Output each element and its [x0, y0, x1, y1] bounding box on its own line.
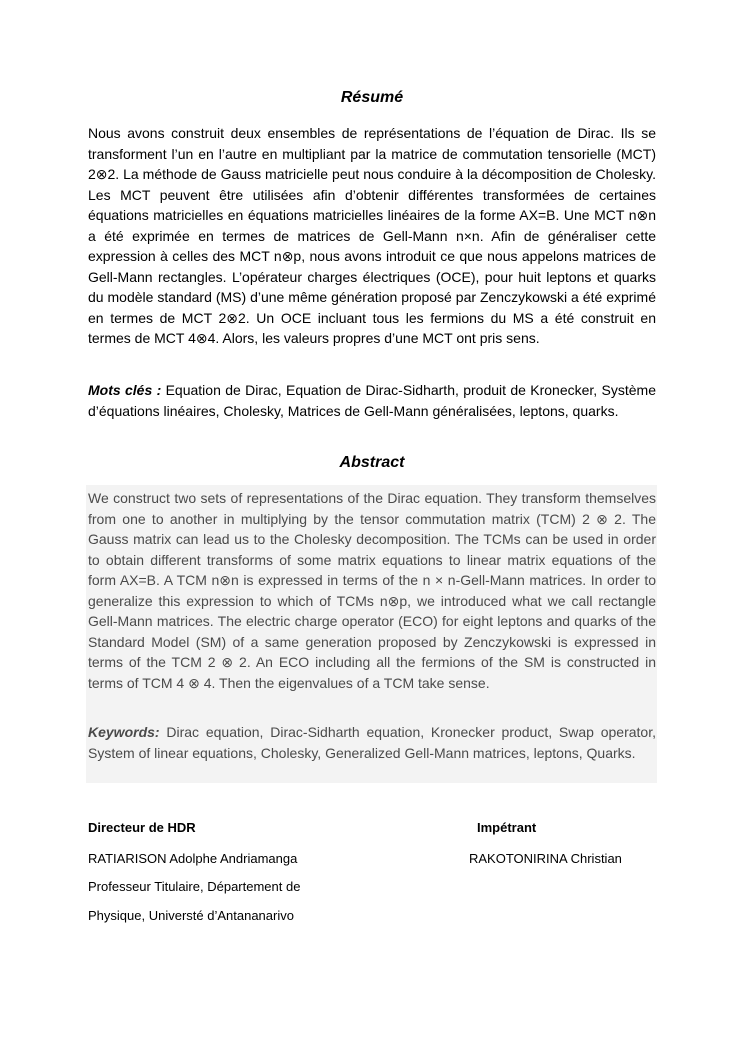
resume-keywords-label: Mots clés : [88, 382, 162, 398]
abstract-body: We construct two sets of representations of the Dirac equation. They transform themselves from one to another in multiplying by the tensor commutation matrix (TCM) 2 ⊗ 2. The Gauss matrix can lead us to the Cholesky decomposition. The TCMs can be used in order to obtain different transforms of some matrix equations to linear matrix equations of the form AX=B. A TCM n⊗n is expressed in terms of the n × n-Gell-Mann matrices. In order to generalize this expression to which of TCMs n⊗p, we introduced what we call rectangle Gell-Mann matrices. The electric charge operator (ECO) for eight leptons and quarks of the Standard Model (SM) of a same generation proposed by Zenczykowski is expressed in terms of the TCM 2 ⊗ 2. An ECO including all the fermions of the SM is constructed in terms of TCM 4 ⊗ 4. Then the eigenvalues of a TCM take sense. [88, 490, 656, 691]
resume-body: Nous avons construit deux ensembles de représentations de l’équation de Dirac. Ils se transforment l’un en l’autre en multipliant par la matrice de commutation tensorielle (MCT) 2⊗2. La méthode de Gauss matricielle peut nous conduire à la décomposition de Cholesky. Les MCT peuvent être utilisées afin d’obtenir différentes transformées de certaines équations matricielles en équations matricielles linéaires de la forme AX=B. Une MCT n⊗n a été exprimée en termes de matrices de Gell-Mann n×n. Afin de généraliser cette expression à celles des MCT n⊗p, nous avons introduit ce que nous appelons matrices de Gell-Mann rectangles. L’opérateur charges électriques (OCE), pour huit leptons et quarks du modèle standard (MS) d’une même génération proposé par Zenczykowski a été exprimé en termes de MCT 2⊗2. Un OCE incluant tous les fermions du MS a été construit en termes de MCT 4⊗4. Alors, les valeurs propres d’une MCT ont pris sens. [88, 125, 656, 346]
resume-keywords-text: Equation de Dirac, Equation de Dirac-Sidharth, produit de Kronecker, Système d’équations linéaires, Cholesky, Matrices de Gell-Mann généralisées, leptons, quarks. [88, 382, 656, 419]
abstract-keywords-label: Keywords: [88, 724, 160, 740]
director-title-line1: Professeur Titulaire, Département de [88, 879, 301, 894]
director-title-line2: Physique, Universté d’Antananarivo [88, 908, 294, 923]
director-label: Directeur de HDR [88, 820, 196, 835]
abstract-title: Abstract [339, 454, 405, 471]
abstract-keywords-text: Dirac equation, Dirac-Sidharth equation, Kronecker product, Swap operator, System of linear equations, Cholesky, Generalized Gell-Mann matrices, leptons, Quarks. [88, 724, 656, 761]
director-name: RATIARISON Adolphe Andriamanga [88, 851, 298, 866]
candidate-name: RAKOTONIRINA Christian [469, 851, 622, 866]
resume-keywords [88, 380, 656, 421]
candidate-label: Impétrant [477, 820, 537, 835]
resume-title: Résumé [340, 89, 404, 106]
abstract-keywords [88, 722, 656, 763]
